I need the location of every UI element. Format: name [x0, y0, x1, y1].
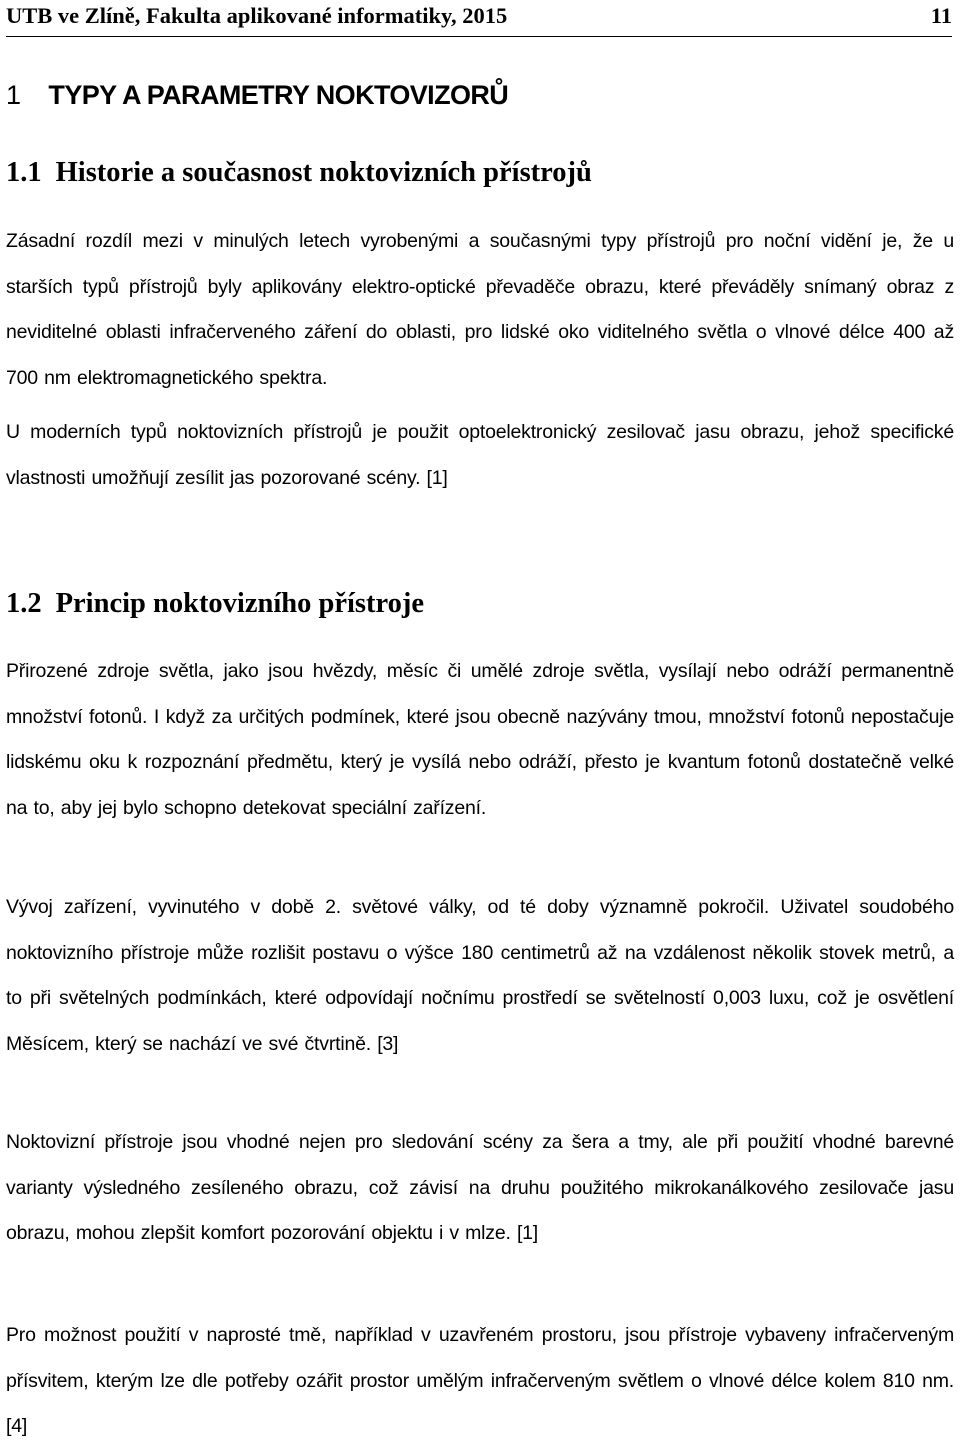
paragraph: Vývoj zařízení, vyvinutého v době 2. světové války, od té doby významně pokročil. Uživatel soudobého noktovizního přístroje může rozlišit postavu o výšce 180 centimetrů až na vzdálenost několik stovek metrů, a to při světelných podmínkách, které odpovídají nočnímu prostředí se světelností 0,003 luxu, což je osvětlení Měsícem, který se nachází ve své čtvrtině. [3] [6, 896, 954, 1055]
page-number: 11 [930, 3, 952, 28]
chapter-title: TYPY A PARAMETRY NOKTOVIZORŮ [48, 80, 509, 110]
section-title: Princip noktovizního přístroje [55, 588, 425, 619]
paragraph: Pro možnost použití v naprosté tmě, například v uzavřeném prostoru, jsou přístroje vybaveny infračerveným přísvitem, kterým lze dle potřeby ozářit prostor umělým infračerveným světlem o vlnové délce kolem 810 nm. [4] [6, 1324, 954, 1437]
section-heading-1-1 [6, 157, 592, 189]
header-title: UTB ve Zlíně, Fakulta aplikované informatiky, 2015 [6, 3, 508, 28]
section-number: 1.2 [6, 588, 42, 619]
paragraph: Noktovizní přístroje jsou vhodné nejen pro sledování scény za šera a tmy, ale při použití vhodné barevné varianty výsledného zesíleného obrazu, což závisí na druhu použitého mikrokanálkového zesilovače jasu obrazu, mohou zlepšit komfort pozorování objektu i v mlze. [1] [6, 1131, 954, 1244]
chapter-heading [6, 80, 508, 111]
paragraph: Přirozené zdroje světla, jako jsou hvězdy, měsíc či umělé zdroje světla, vysílají nebo odráží permanentně množství fotonů. I když za určitých podmínek, které jsou obecně nazývány tmou, množství fotonů nepostačuje lidskému oku k rozpoznání předmětu, který je vysílá nebo odráží, přesto je kvantum fotonů dostatečně velké na to, aby jej bylo schopno detekovat speciální zařízení. [6, 660, 954, 819]
section-title: Historie a současnost noktovizních přístrojů [55, 157, 592, 188]
section-heading-1-2 [6, 588, 424, 620]
section-number: 1.1 [6, 157, 42, 188]
paragraph: Zásadní rozdíl mezi v minulých letech vyrobenými a současnými typy přístrojů pro noční vidění je, že u starších typů přístrojů byly aplikovány elektro-optické převaděče obrazu, které převáděly snímaný obraz z neviditelné oblasti infračerveného záření do oblasti, pro lidské oko viditelného světla o vlnové délce 400 až 700 nm elektromagnetického spektra. [6, 230, 954, 389]
page-header [6, 0, 952, 37]
paragraph: U moderních typů noktovizních přístrojů je použit optoelektronický zesilovač jasu obrazu, jehož specifické vlastnosti umožňují zesílit jas pozorované scény. [1] [6, 421, 954, 489]
chapter-number: 1 [6, 80, 21, 110]
